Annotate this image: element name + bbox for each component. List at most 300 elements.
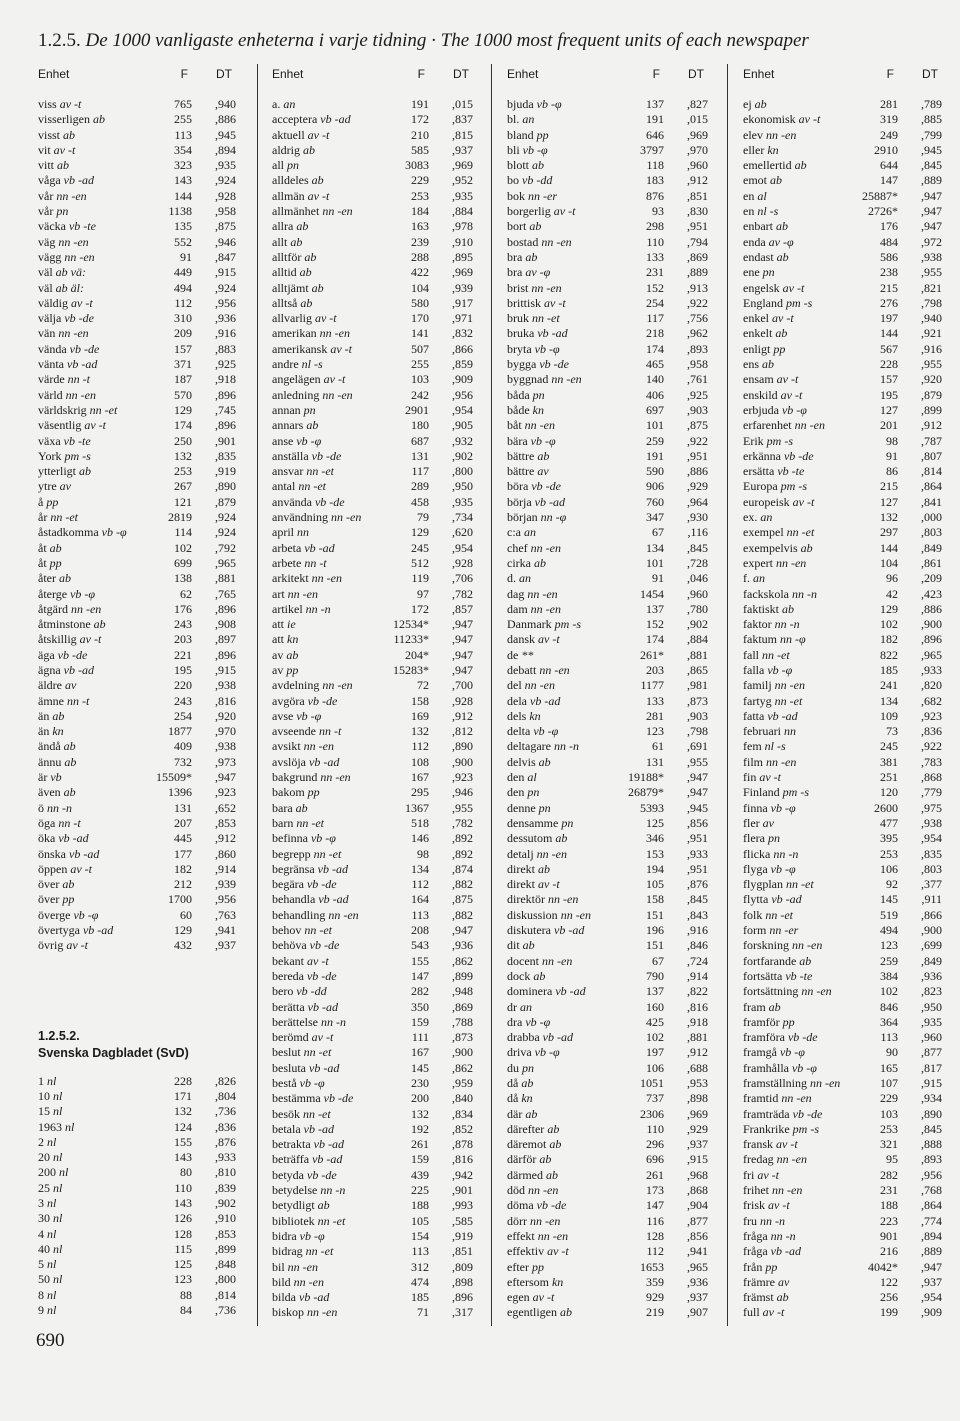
part-of-speech: nn -en — [307, 1305, 338, 1320]
part-of-speech: av -t — [776, 1137, 798, 1152]
lemma: England — [743, 295, 783, 310]
lemma: övertyga — [38, 923, 80, 938]
lemma: betydelse — [272, 1183, 318, 1198]
frequency-cell: 570 — [174, 387, 192, 402]
frequency-cell: 102 — [880, 617, 898, 632]
frequency-cell: 261 — [646, 1167, 664, 1182]
word-cell — [272, 984, 327, 999]
part-of-speech: nn -en — [809, 1076, 841, 1090]
lemma: bil — [272, 1259, 285, 1274]
frequency-cell: 2726* — [868, 204, 898, 219]
dispersion-cell: ,724 — [687, 953, 708, 968]
frequency-cell: 155 — [411, 953, 429, 968]
table-row — [38, 311, 236, 326]
lemma: anställa — [272, 448, 309, 463]
part-of-speech: av -t — [798, 112, 821, 127]
part-of-speech: vb -de — [306, 877, 337, 892]
frequency-cell: 194 — [646, 861, 664, 876]
frequency-cell: 218 — [646, 326, 664, 341]
part-of-speech: nn -n — [774, 617, 800, 632]
part-of-speech: av — [537, 464, 549, 479]
dispersion-cell: ,945 — [215, 127, 236, 142]
word-cell — [272, 816, 324, 831]
word-cell — [38, 1272, 62, 1287]
word-cell — [272, 1107, 331, 1122]
lemma: äga — [38, 647, 55, 662]
frequency-cell: 192 — [411, 1121, 429, 1136]
lemma: film — [743, 754, 763, 769]
part-of-speech: ab — [770, 173, 782, 188]
table-row — [743, 1122, 942, 1137]
lemma: däremot — [507, 1137, 547, 1152]
dispersion-cell: ,908 — [215, 617, 236, 632]
frequency-cell: 25887* — [862, 188, 898, 203]
part-of-speech: pp — [46, 494, 59, 509]
part-of-speech: vb -φ — [299, 1076, 325, 1090]
word-cell — [507, 143, 548, 158]
word-cell — [272, 510, 361, 525]
lemma: över — [38, 892, 60, 907]
part-of-speech: nl — [53, 1150, 63, 1165]
word-cell — [272, 770, 351, 785]
table-row — [743, 1229, 942, 1244]
part-of-speech: ab äl: — [55, 280, 85, 295]
word-cell — [38, 158, 69, 173]
table-row — [38, 648, 236, 663]
frequency-cell: 4042* — [868, 1259, 898, 1274]
frequency-cell: 112 — [646, 1244, 664, 1259]
frequency-cell: 133 — [646, 693, 664, 708]
word-cell — [38, 326, 89, 341]
dispersion-cell: ,941 — [687, 1244, 708, 1259]
part-of-speech: an — [283, 97, 296, 111]
frequency-cell: 176 — [174, 601, 192, 616]
table-row — [38, 663, 236, 678]
lemma: diskussion — [507, 907, 558, 922]
part-of-speech: vb -φ — [299, 1228, 325, 1243]
word-cell — [507, 372, 582, 387]
dispersion-cell: ,947 — [921, 204, 942, 219]
word-cell — [272, 1152, 342, 1167]
dispersion-cell: ,849 — [921, 953, 942, 968]
dispersion-cell: ,912 — [687, 1045, 708, 1060]
lemma: faktum — [743, 632, 777, 647]
table-row — [272, 632, 473, 647]
table-row — [507, 801, 708, 816]
word-cell — [507, 969, 545, 984]
frequency-cell: 229 — [880, 1091, 898, 1106]
table-row — [272, 250, 473, 265]
lemma: visserligen — [38, 112, 90, 127]
part-of-speech: nn -et — [89, 402, 118, 417]
dispersion-cell: ,788 — [452, 1014, 473, 1029]
part-of-speech: nl — [53, 1211, 63, 1226]
lemma: alltså — [272, 295, 298, 310]
table-row — [507, 479, 708, 494]
table-row — [272, 372, 473, 387]
table-row — [38, 479, 236, 494]
part-of-speech: av -t — [768, 1198, 790, 1213]
table-row — [38, 219, 236, 234]
word-cell — [743, 1152, 807, 1167]
part-of-speech: vb -ad — [537, 326, 568, 341]
word-cell — [743, 1168, 779, 1183]
word-cell — [272, 449, 341, 464]
part-of-speech: vb -ad — [317, 861, 348, 876]
lemma: emellertid — [743, 158, 792, 173]
word-cell — [38, 403, 117, 418]
frequency-cell: 147 — [880, 173, 898, 188]
dispersion-cell: ,763 — [215, 907, 236, 922]
frequency-cell: 319 — [880, 112, 898, 127]
part-of-speech: ab — [290, 234, 303, 249]
dispersion-cell: ,933 — [687, 846, 708, 861]
frequency-cell: 154 — [411, 1228, 429, 1243]
word-cell — [507, 1076, 533, 1091]
word-cell — [38, 847, 99, 862]
dispersion-cell: ,864 — [921, 479, 942, 494]
table-row — [38, 602, 236, 617]
word-cell — [272, 112, 351, 127]
word-cell — [743, 954, 811, 969]
lemma: främst — [743, 1290, 774, 1305]
frequency-cell: 19188* — [628, 770, 664, 785]
table-row — [38, 892, 236, 907]
lemma: dominera — [507, 984, 553, 999]
table-row — [507, 1152, 708, 1167]
frequency-cell: 42 — [886, 586, 898, 601]
word-cell — [272, 1275, 324, 1290]
dispersion-cell: ,883 — [215, 341, 236, 356]
table-row — [743, 372, 942, 387]
lemma: 8 — [38, 1287, 44, 1302]
lemma: full — [743, 1305, 760, 1320]
table-row — [507, 1030, 708, 1045]
lemma: 200 — [38, 1165, 56, 1180]
frequency-cell: 187 — [174, 372, 192, 387]
table-row — [272, 892, 473, 907]
lemma: beslut — [272, 1045, 301, 1060]
lemma: ens — [743, 357, 759, 372]
dispersion-cell: ,951 — [687, 831, 708, 846]
word-cell — [507, 923, 584, 938]
dispersion-cell: ,965 — [687, 1259, 708, 1274]
word-cell — [743, 648, 790, 663]
word-cell — [507, 1045, 560, 1060]
part-of-speech: pn — [527, 785, 540, 800]
table-row — [507, 709, 708, 724]
word-cell — [507, 938, 535, 953]
part-of-speech: ab — [547, 1121, 560, 1136]
lemma: besök — [272, 1106, 300, 1121]
lemma: bjuda — [507, 97, 534, 111]
lemma: övrig — [38, 938, 64, 953]
table-row — [272, 1030, 473, 1045]
part-of-speech: vb -φ — [525, 1014, 551, 1029]
header-dispersion: DT — [922, 67, 938, 81]
part-of-speech: vb -ad — [542, 1030, 573, 1045]
lemma: f. — [743, 571, 750, 586]
part-of-speech: ab — [559, 1305, 572, 1320]
frequency-cell: 73 — [886, 724, 898, 739]
word-cell — [507, 1260, 544, 1275]
dispersion-cell: ,736 — [215, 1104, 236, 1119]
table-row — [743, 709, 942, 724]
lemma: viss — [38, 97, 57, 111]
word-cell — [743, 235, 794, 250]
table-row — [272, 801, 473, 816]
word-cell — [38, 862, 92, 877]
dispersion-cell: ,946 — [452, 785, 473, 800]
table-row — [38, 816, 236, 831]
part-of-speech: nn -et — [762, 647, 790, 662]
frequency-cell: 281 — [880, 97, 898, 111]
frequency-cell: 125 — [174, 1257, 192, 1272]
dispersion-cell: ,902 — [687, 617, 708, 632]
dispersion-cell: ,956 — [921, 1167, 942, 1182]
part-of-speech: nl — [47, 1226, 57, 1241]
table-row — [272, 265, 473, 280]
lemma: form — [743, 923, 767, 938]
table-row — [507, 403, 708, 418]
word-cell — [38, 1165, 68, 1180]
dispersion-cell: ,888 — [921, 1137, 942, 1152]
dispersion-cell: ,978 — [452, 219, 473, 234]
part-of-speech: pm -s — [780, 479, 807, 494]
word-cell — [38, 1089, 62, 1104]
table-row — [507, 938, 708, 953]
frequency-cell: 88 — [180, 1287, 192, 1302]
dispersion-cell: ,783 — [921, 754, 942, 769]
word-cell — [507, 464, 549, 479]
table-row — [272, 219, 473, 234]
word-cell — [272, 877, 337, 892]
frequency-cell: 128 — [646, 1228, 664, 1243]
word-cell — [272, 923, 332, 938]
table-row — [38, 877, 236, 892]
dispersion-cell: ,954 — [452, 540, 473, 555]
word-cell — [743, 1229, 796, 1244]
word-cell — [272, 801, 308, 816]
word-cell — [507, 1091, 533, 1106]
lemma: främre — [743, 1274, 775, 1289]
table-row — [507, 464, 708, 479]
word-cell — [272, 648, 298, 663]
table-row — [38, 617, 236, 632]
word-cell — [38, 892, 74, 907]
part-of-speech: nn -n — [305, 601, 331, 616]
lemma: ändå — [38, 739, 61, 754]
part-of-speech: kn — [532, 402, 544, 417]
dispersion-cell: ,950 — [921, 999, 942, 1014]
frequency-cell: 209 — [174, 326, 192, 341]
dispersion-cell: ,875 — [687, 418, 708, 433]
dispersion-cell: ,958 — [687, 357, 708, 372]
dispersion-cell: ,894 — [215, 142, 236, 157]
lemma: växa — [38, 433, 61, 448]
lemma: arbeta — [272, 540, 302, 555]
frequency-cell: 134 — [411, 861, 429, 876]
word-cell — [743, 541, 813, 556]
frequency-cell: 15283* — [393, 662, 429, 677]
part-of-speech: nl — [53, 1241, 63, 1256]
table-row — [743, 112, 942, 127]
dispersion-cell: ,915 — [687, 1152, 708, 1167]
table-row — [272, 1183, 473, 1198]
part-of-speech: vb -te — [777, 464, 805, 479]
dispersion-cell: ,947 — [452, 617, 473, 632]
part-of-speech: av -t — [53, 142, 76, 157]
word-cell — [743, 571, 765, 586]
word-cell — [507, 250, 537, 265]
frequency-cell: 140 — [646, 372, 664, 387]
word-cell — [38, 372, 90, 387]
word-cell — [507, 587, 558, 602]
frequency-cell: 145 — [411, 1060, 429, 1075]
lemma: exempelvis — [743, 540, 798, 555]
table-row — [272, 1260, 473, 1275]
header-dispersion: DT — [688, 67, 704, 81]
lemma: väldig — [38, 295, 68, 310]
frequency-cell: 129 — [174, 402, 192, 417]
lemma: därefter — [507, 1121, 545, 1136]
word-cell — [507, 1214, 560, 1229]
frequency-cell: 188 — [411, 1198, 429, 1213]
table-row — [38, 862, 236, 877]
table-row — [38, 632, 236, 647]
table-row — [507, 449, 708, 464]
frequency-cell: 210 — [411, 127, 429, 142]
word-cell — [272, 296, 312, 311]
dispersion-cell: ,935 — [452, 188, 473, 203]
part-of-speech: nn -en — [560, 907, 592, 922]
frequency-cell: 15509* — [156, 770, 192, 785]
part-of-speech: ab — [555, 831, 568, 846]
frequency-cell: 644 — [880, 158, 898, 173]
lemma: den — [507, 785, 525, 800]
word-cell — [743, 1275, 789, 1290]
table-row — [743, 1214, 942, 1229]
row-list — [38, 97, 236, 954]
part-of-speech: nn -en — [64, 249, 95, 264]
part-of-speech: vb -ad — [67, 357, 98, 372]
part-of-speech: nn -et — [765, 907, 793, 922]
word-cell — [743, 1107, 822, 1122]
table-row — [507, 495, 708, 510]
lemma: ej — [743, 97, 752, 111]
part-of-speech: nn -en — [65, 387, 96, 402]
frequency-cell: 143 — [174, 173, 192, 188]
table-row — [38, 831, 236, 846]
lemma: erfarenhet — [743, 418, 792, 433]
table-row — [743, 587, 942, 602]
frequency-cell: 158 — [646, 892, 664, 907]
frequency-cell: 245 — [411, 540, 429, 555]
table-row — [272, 235, 473, 250]
word-cell — [272, 342, 352, 357]
word-cell — [743, 587, 817, 602]
table-row — [38, 1120, 236, 1135]
word-cell — [38, 831, 89, 846]
frequency-cell: 288 — [411, 249, 429, 264]
frequency-cell: 1454 — [640, 586, 664, 601]
table-row — [507, 1000, 708, 1015]
part-of-speech: ab — [532, 158, 545, 173]
table-row — [743, 143, 942, 158]
dispersion-cell: ,827 — [687, 97, 708, 111]
table-row — [743, 1000, 942, 1015]
part-of-speech: vb -ad — [555, 984, 586, 999]
word-cell — [743, 1290, 789, 1305]
part-of-speech: vb -de — [792, 1106, 823, 1121]
dispersion-cell: ,897 — [215, 632, 236, 647]
dispersion-cell: ,826 — [215, 1073, 236, 1088]
frequency-cell: 195 — [174, 662, 192, 677]
lemma: 1 — [38, 1073, 44, 1088]
dispersion-cell: ,972 — [921, 234, 942, 249]
frequency-cell: 123 — [174, 1272, 192, 1287]
lemma: erkänna — [743, 448, 781, 463]
word-cell — [743, 1137, 798, 1152]
lemma: bl. — [507, 112, 520, 127]
dispersion-cell: ,874 — [452, 861, 473, 876]
lemma: allmän — [272, 188, 305, 203]
table-row — [507, 326, 708, 341]
word-cell — [272, 1168, 337, 1183]
table-row — [38, 1104, 236, 1119]
table-row — [743, 1244, 942, 1259]
part-of-speech: nn -et — [303, 1106, 331, 1121]
word-cell — [38, 541, 62, 556]
word-cell — [272, 189, 329, 204]
frequency-cell: 134 — [880, 693, 898, 708]
table-row — [743, 1305, 942, 1320]
lemma: fortsättning — [743, 984, 799, 999]
word-cell — [507, 1229, 568, 1244]
part-of-speech: ab — [295, 800, 308, 815]
lemma: 3 — [38, 1196, 44, 1210]
frequency-cell: 253 — [411, 188, 429, 203]
frequency-cell: 102 — [174, 540, 192, 555]
dispersion-cell: ,902 — [215, 1196, 236, 1210]
frequency-cell: 203 — [174, 632, 192, 647]
word-cell — [272, 143, 315, 158]
frequency-cell: 174 — [646, 341, 664, 356]
lemma: endast — [743, 249, 774, 264]
table-row — [38, 464, 236, 479]
section-number: 1.2.5. — [38, 30, 81, 51]
table-row — [272, 1122, 473, 1137]
dispersion-cell: ,116 — [687, 525, 708, 540]
word-cell — [507, 877, 560, 892]
lemma: dörr — [507, 1213, 527, 1228]
part-of-speech: vb -φ — [534, 1045, 560, 1060]
frequency-cell: 295 — [411, 785, 429, 800]
part-of-speech: vb -ad — [534, 494, 565, 509]
part-of-speech: av -t — [776, 372, 799, 387]
table-row — [272, 602, 473, 617]
table-row — [743, 556, 942, 571]
frequency-cell: 151 — [646, 907, 664, 922]
frequency-cell: 147 — [411, 968, 429, 983]
lemma: ö — [38, 800, 44, 815]
word-cell — [272, 694, 337, 709]
word-cell — [507, 311, 560, 326]
frequency-cell: 216 — [880, 1244, 898, 1259]
frequency-cell: 120 — [880, 785, 898, 800]
word-cell — [507, 1000, 532, 1015]
part-of-speech: vb -ad — [307, 999, 338, 1014]
